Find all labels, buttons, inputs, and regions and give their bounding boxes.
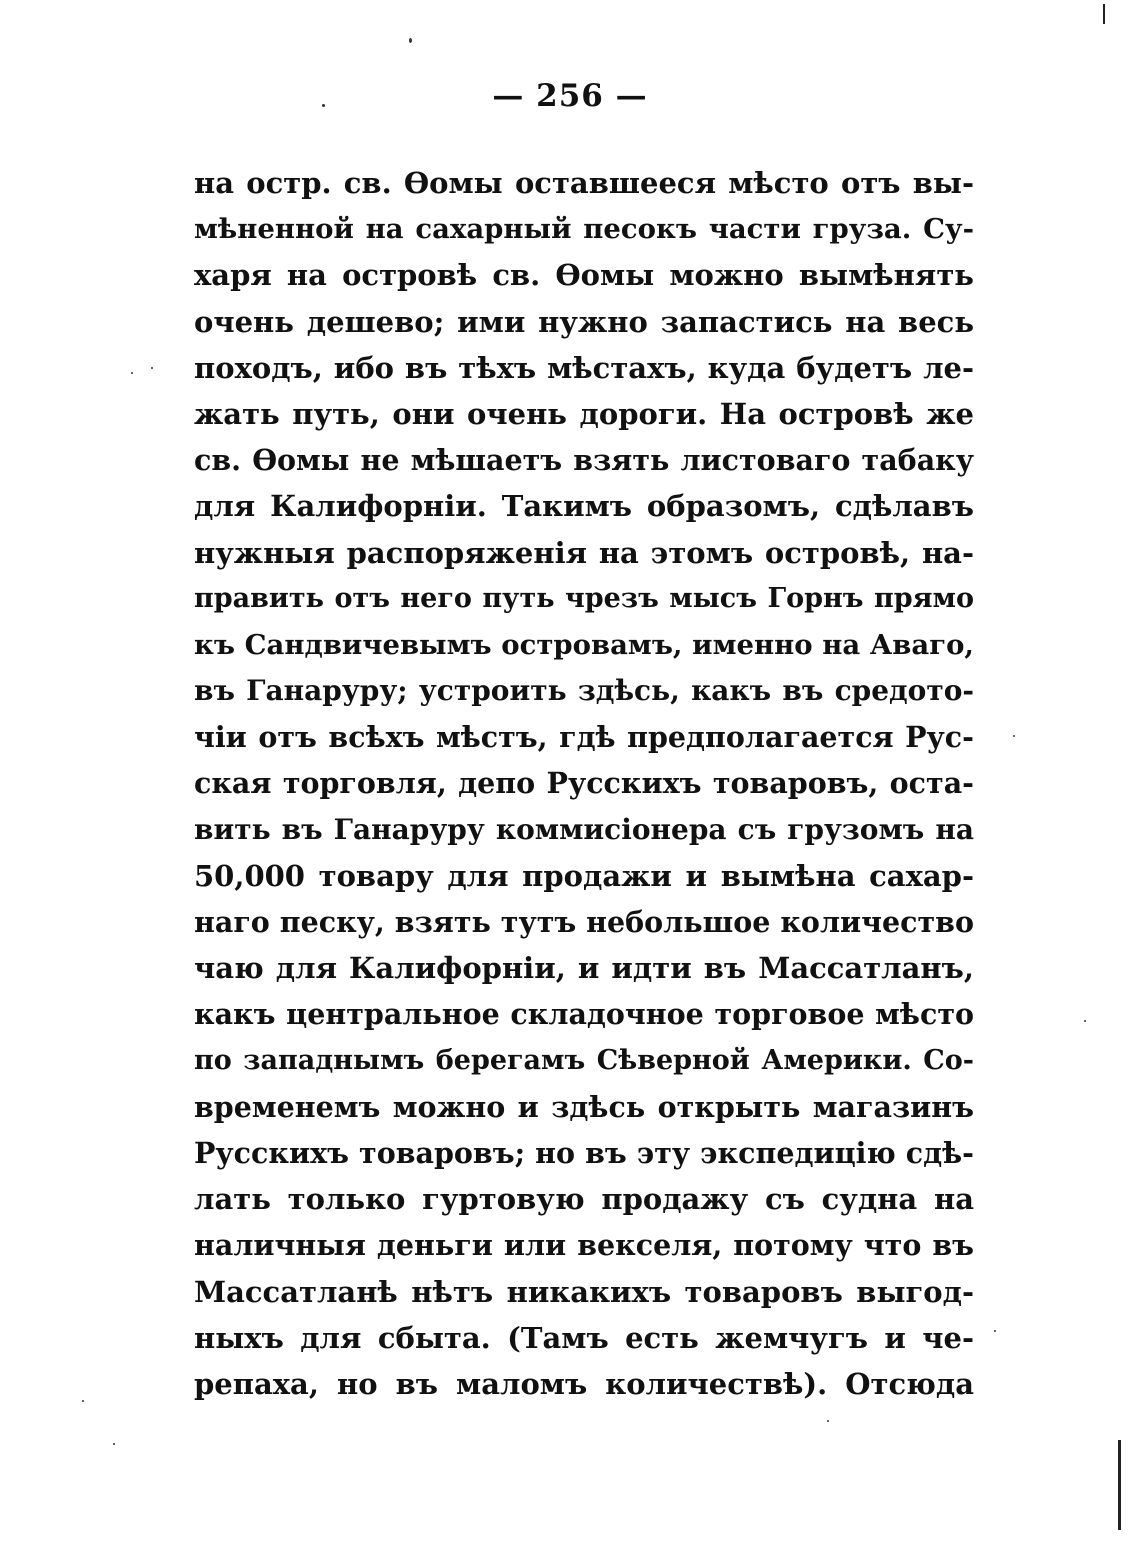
text-line: Русскихъ товаровъ; но въ эту экспедицію сдѣ- bbox=[194, 1135, 974, 1170]
text-line: мѣненной на сахарный песокъ части груза. Су- bbox=[194, 213, 974, 246]
text-line: Массатланѣ нѣтъ никакихъ товаровъ выгод- bbox=[194, 1274, 974, 1309]
text-line: 50,000 товару для продажи и вымѣна сахар- bbox=[194, 858, 974, 893]
scan-edge-mark bbox=[1118, 1440, 1121, 1530]
text-line: наличныя деньги или векселя, потому что въ bbox=[194, 1228, 974, 1263]
text-line: ныхъ для сбыта. (Тамъ есть жемчугъ и че- bbox=[194, 1320, 974, 1355]
text-line: чіи отъ всѣхъ мѣстъ, гдѣ предполагается Рус- bbox=[194, 720, 974, 755]
text-line: чаю для Калифорніи, и идти въ Массатланъ, bbox=[194, 951, 974, 986]
text-line: жать путь, они очень дороги. На островѣ же bbox=[194, 396, 974, 431]
text-line: временемъ можно и здѣсь открыть магазинъ bbox=[194, 1089, 974, 1124]
scan-speck bbox=[994, 1330, 996, 1332]
scan-speck bbox=[1084, 1020, 1086, 1022]
text-line: на остр. св. Ѳомы оставшееся мѣсто отъ вы- bbox=[194, 166, 974, 200]
scan-edge-mark bbox=[1103, 4, 1105, 24]
text-line: въ Ганаруру; устроить здѣсь, какъ въ средото- bbox=[194, 674, 974, 708]
scan-speck bbox=[1013, 735, 1015, 737]
scan-speck bbox=[113, 1443, 115, 1445]
scan-speck bbox=[322, 104, 325, 107]
text-line: харя на островѣ св. Ѳомы можно вымѣнять bbox=[194, 258, 974, 293]
text-line: лать только гуртовую продажу съ судна на bbox=[194, 1182, 974, 1217]
scan-speck bbox=[409, 38, 412, 43]
text-line: къ Сандвичевымъ островамъ, именно на Аваго, bbox=[194, 628, 974, 661]
text-line: по западнымъ берегамъ Сѣверной Америки. Со- bbox=[194, 1044, 974, 1076]
page-number: — 256 — bbox=[492, 78, 648, 114]
text-line: для Калифорніи. Такимъ образомъ, сдѣлавъ bbox=[194, 489, 974, 524]
scan-speck bbox=[151, 367, 153, 369]
text-line: ская торговля, депо Русскихъ товаровъ, оста- bbox=[194, 766, 974, 801]
body-text bbox=[194, 160, 974, 1407]
text-line: править отъ него путь чрезъ мысъ Горнъ прямо bbox=[194, 582, 974, 614]
text-line: походъ, ибо въ тѣхъ мѣстахъ, куда будетъ ле- bbox=[194, 350, 974, 385]
text-line: очень дешево; ими нужно запастись на весь bbox=[194, 304, 974, 339]
scan-speck bbox=[827, 1420, 829, 1422]
scan-speck bbox=[131, 372, 133, 374]
text-line: вить въ Ганаруру коммисіонера съ грузомъ на bbox=[194, 812, 974, 846]
scan-speck bbox=[82, 1400, 84, 1402]
text-line: св. Ѳомы не мѣшаетъ взять листоваго табаку bbox=[194, 443, 974, 478]
text-line: наго песку, взять тутъ небольшое количество bbox=[194, 905, 974, 939]
text-line: какъ центральное складочное торговое мѣсто bbox=[194, 997, 974, 1032]
text-line: нужныя распоряженія на этомъ островѣ, на- bbox=[194, 535, 974, 570]
text-line: репаха, но въ маломъ количествѣ). Отсюда bbox=[194, 1366, 974, 1401]
